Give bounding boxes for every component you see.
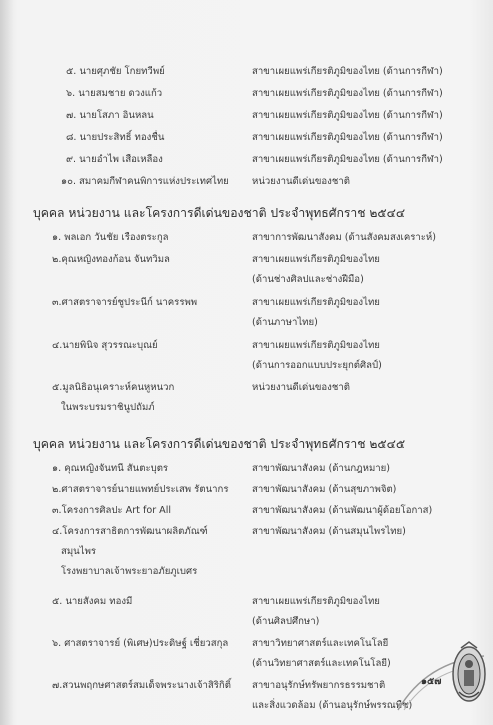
entry-category: สาขาวิทยาศาสตร์และเทคโนโลยี bbox=[252, 638, 389, 649]
entry-name: ๔.นายพินิจ สุวรรณะบุณย์ bbox=[52, 340, 158, 351]
list-item-continuation bbox=[0, 398, 493, 418]
list-item bbox=[0, 106, 493, 126]
entry-category: สาขาเผยแพร่เกียรติภูมิของไทย (ด้านการกีฬา) bbox=[252, 66, 443, 77]
entry-name: ๗. นายโสภา อินหลน bbox=[66, 110, 154, 121]
entry-category: สาขาเผยแพร่เกียรติภูมิของไทย (ด้านการกีฬา) bbox=[252, 132, 443, 143]
entry-subcategory: และสิ่งแวดล้อม (ด้านอนุรักษ์พรรณพืช) bbox=[252, 700, 413, 711]
entry-subcategory: (ด้านการออกแบบประยุกต์ศิลป์) bbox=[252, 360, 382, 371]
list-item-continuation bbox=[0, 612, 493, 632]
list-item bbox=[0, 459, 493, 479]
entry-name: ๘. นายประสิทธิ์ ทองชื่น bbox=[66, 132, 165, 143]
entry-name: ๕. นายสังคม ทองมี bbox=[52, 596, 133, 607]
entry-name: ๒.ศาสตราจารย์นายแพทย์ประเสพ รัตนากร bbox=[52, 484, 229, 495]
entry-category: สาขาพัฒนาสังคม (ด้านกฎหมาย) bbox=[252, 463, 391, 474]
list-item-continuation bbox=[0, 313, 493, 333]
list-item bbox=[0, 293, 493, 313]
entry-name: ๑. คุณหญิงจันทนี สันตะบุตร bbox=[52, 463, 169, 474]
list-item bbox=[0, 228, 493, 248]
entry-category: สาขาเผยแพร่เกียรติภูมิของไทย (ด้านการกีฬา) bbox=[252, 88, 443, 99]
entry-category: สาขาพัฒนาสังคม (ด้านพัฒนาผู้ด้อยโอกาส) bbox=[252, 505, 433, 516]
list-item bbox=[0, 634, 493, 654]
list-item bbox=[0, 336, 493, 356]
section-heading-2545: บุคคล หน่วยงาน และโครงการดีเด่นของชาติ ประจำพุทธศักราช ๒๕๔๕ bbox=[33, 437, 406, 451]
entry-category: สาขาเผยแพร่เกียรติภูมิของไทย bbox=[252, 340, 380, 351]
entry-category: หน่วยงานดีเด่นของชาติ bbox=[252, 176, 350, 187]
entry-name-continuation: สมุนไพร bbox=[61, 546, 97, 557]
list-item bbox=[0, 501, 493, 521]
list-item bbox=[0, 250, 493, 270]
entry-name: ๓.โครงการศิลปะ Art for All bbox=[52, 505, 172, 516]
list-item-continuation bbox=[0, 542, 493, 562]
entry-name: ๔.โครงการสาธิตการพัฒนาผลิตภัณฑ์ bbox=[52, 526, 208, 537]
entry-name: ๖. ศาสตราจารย์ (พิเศษ)ประดิษฐ์ เชี่ยวสกุล bbox=[52, 638, 229, 649]
entry-category: สาขาเผยแพร่เกียรติภูมิของไทย (ด้านการกีฬา) bbox=[252, 154, 443, 165]
entry-category: สาขาเผยแพร่เกียรติภูมิของไทย (ด้านการกีฬา) bbox=[252, 110, 443, 121]
list-item-continuation bbox=[0, 562, 493, 582]
entry-category: สาขาเผยแพร่เกียรติภูมิของไทย bbox=[252, 254, 380, 265]
list-item bbox=[0, 592, 493, 612]
entry-subcategory: (ด้านศิลปศึกษา) bbox=[252, 616, 320, 627]
section-heading-2544: บุคคล หน่วยงาน และโครงการดีเด่นของชาติ ประจำพุทธศักราช ๒๕๔๔ bbox=[33, 206, 406, 220]
list-item bbox=[0, 150, 493, 170]
entry-name-continuation: โรงพยาบาลเจ้าพระยาอภัยภูเบศร bbox=[61, 566, 198, 577]
entry-category: สาขาเผยแพร่เกียรติภูมิของไทย bbox=[252, 596, 380, 607]
entry-category: หน่วยงานดีเด่นของชาติ bbox=[252, 382, 350, 393]
entry-name-continuation: ในพระบรมราชินูปถัมภ์ bbox=[61, 402, 155, 413]
page-number: ๑๕๗ bbox=[421, 676, 442, 687]
entry-subcategory: (ด้านช่างศิลปและช่างฝีมือ) bbox=[252, 274, 364, 285]
list-item bbox=[0, 62, 493, 82]
entry-subcategory: (ด้านภาษาไทย) bbox=[252, 317, 318, 328]
entry-name: ๒.คุณหญิงทองก้อน จันทวิมล bbox=[52, 254, 170, 265]
entry-subcategory: (ด้านวิทยาศาสตร์และเทคโนโลยี) bbox=[252, 658, 391, 669]
list-item bbox=[0, 378, 493, 398]
list-item-continuation bbox=[0, 270, 493, 290]
list-item bbox=[0, 522, 493, 542]
entry-name: ๑๐. สมาคมกีฬาคนพิการแห่งประเทศไทย bbox=[61, 176, 229, 187]
entry-category: สาขาอนุรักษ์ทรัพยากรธรรมชาติ bbox=[252, 680, 386, 691]
entry-name: ๑. พลเอก วันชัย เรืองตระกูล bbox=[52, 232, 169, 243]
entry-name: ๓.ศาสตราจารย์ชูประนีก์ นาครรพพ bbox=[52, 297, 198, 308]
entry-name: ๕. นายศุภชัย โกยทวีพย์ bbox=[66, 66, 165, 77]
entry-name: ๗.สวนพฤกษศาสตร์สมเด็จพระนางเจ้าสิริกิติ์ bbox=[52, 680, 231, 691]
list-item-continuation bbox=[0, 356, 493, 376]
entry-name: ๖. นายสมชาย ดวงแก้ว bbox=[66, 88, 163, 99]
list-item bbox=[0, 480, 493, 500]
list-item bbox=[0, 84, 493, 104]
entry-category: สาขาการพัฒนาสังคม (ด้านสังคมสงเคราะห์) bbox=[252, 232, 437, 243]
entry-category: สาขาพัฒนาสังคม (ด้านสมุนไพรไทย) bbox=[252, 526, 406, 537]
list-item bbox=[0, 172, 493, 192]
entry-category: สาขาพัฒนาสังคม (ด้านสุขภาพจิต) bbox=[252, 484, 397, 495]
emblem-icon bbox=[451, 640, 487, 704]
entry-category: สาขาเผยแพร่เกียรติภูมิของไทย bbox=[252, 297, 380, 308]
entry-name: ๕.มูลนิธิอนุเคราะห์คนหูหนวก bbox=[52, 382, 175, 393]
entry-name: ๙. นายอำไพ เสือเหลือง bbox=[66, 154, 163, 165]
list-item bbox=[0, 128, 493, 148]
